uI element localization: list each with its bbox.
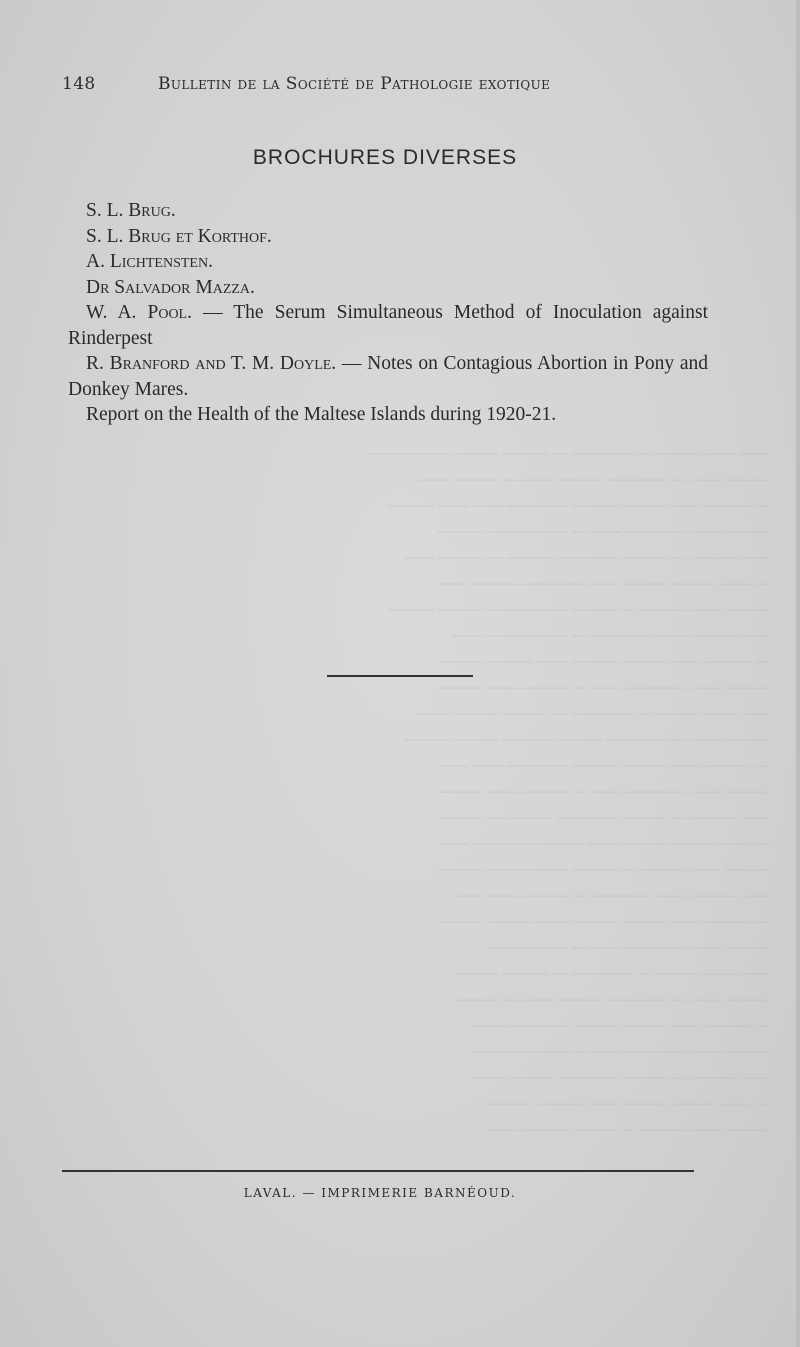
section-title: BROCHURES DIVERSES [252,146,518,169]
entry-author: A. Lichtensten. [86,251,213,272]
list-item [68,351,708,402]
brochure-list [68,198,708,428]
page-number: 148 [62,74,96,94]
list-item [68,249,708,275]
list-item [68,402,708,428]
list-item [68,198,708,224]
bleed-through-text: —— —— ——— — ———— — ——— ——— —— ——— ——— —— — ———— ——— —— — ——— —— — ——— —— ——— ——— ———— —— —— ——— ——— —— ———— —— — ——— —— ——— —— ——— — ——— ———— ——— — ——— —— — —— ——— ——— —— ———— ——— —— ——— —— ——— — ——— ——— —— ——— ——— —— ——— —— ———— — ——— —— —— — ——— —— ——— ——— —— ——— ——— ——— —— ———— —— — ——— —— ——— —— —— ——— — ———— — ——— ——— —— ——— —— — ———— ——— —— — ——— ——— — ——— —— ——— ——— ———— —— —— ——— —— ———— —— — ——— —— ——— —— ——— — ——— ———— ——— — ——— — —— ——— ——— —— ———— ——— —— ——— —— ——— — ——— ——— —— ——— —— ——— —— ———— — ——— —— —— — ——— —— ——— ——— —— ——— ——— ——— —— ———— —— — ——— —— —— —— ——— — ———— — ——— ——— ——— —— — ———— ——— —— — ——— — ——— —— ——— ——— ———— —— ——— —— ———— —— — ——— ——— —— ——— — ——— ———— ——— —— — —— ——— ——— —— ——— ——— ——— —— ——— — ——— ——— —— [368,443,770,1138]
entry-title: — The Serum Simultaneous Method of Inoculation against Rinderpest [68,302,708,349]
page-edge [796,0,800,1347]
entry-title: Report on the Health of the Maltese Islands during 1920-21. [86,404,557,425]
list-item [68,224,708,250]
entry-author: R. Branford and T. M. Doyle. [86,353,337,374]
section-divider [327,675,473,677]
printer-colophon: LAVAL. — IMPRIMERIE BARNÉOUD. [243,1186,517,1200]
footer-rule [62,1170,694,1172]
entry-author: W. A. Pool. [86,302,192,323]
entry-author: Dr Salvador Mazza. [86,276,255,298]
entry-author: S. L. Brug et Korthof. [86,225,272,247]
running-head: Bulletin de la Société de Pathologie exotique [158,74,551,94]
list-item [68,275,708,301]
entry-author: S. L. Brug. [86,200,176,221]
list-item [68,300,708,351]
entry-title: — Notes on Contagious Abortion in Pony and Donkey Mares. [68,353,708,400]
